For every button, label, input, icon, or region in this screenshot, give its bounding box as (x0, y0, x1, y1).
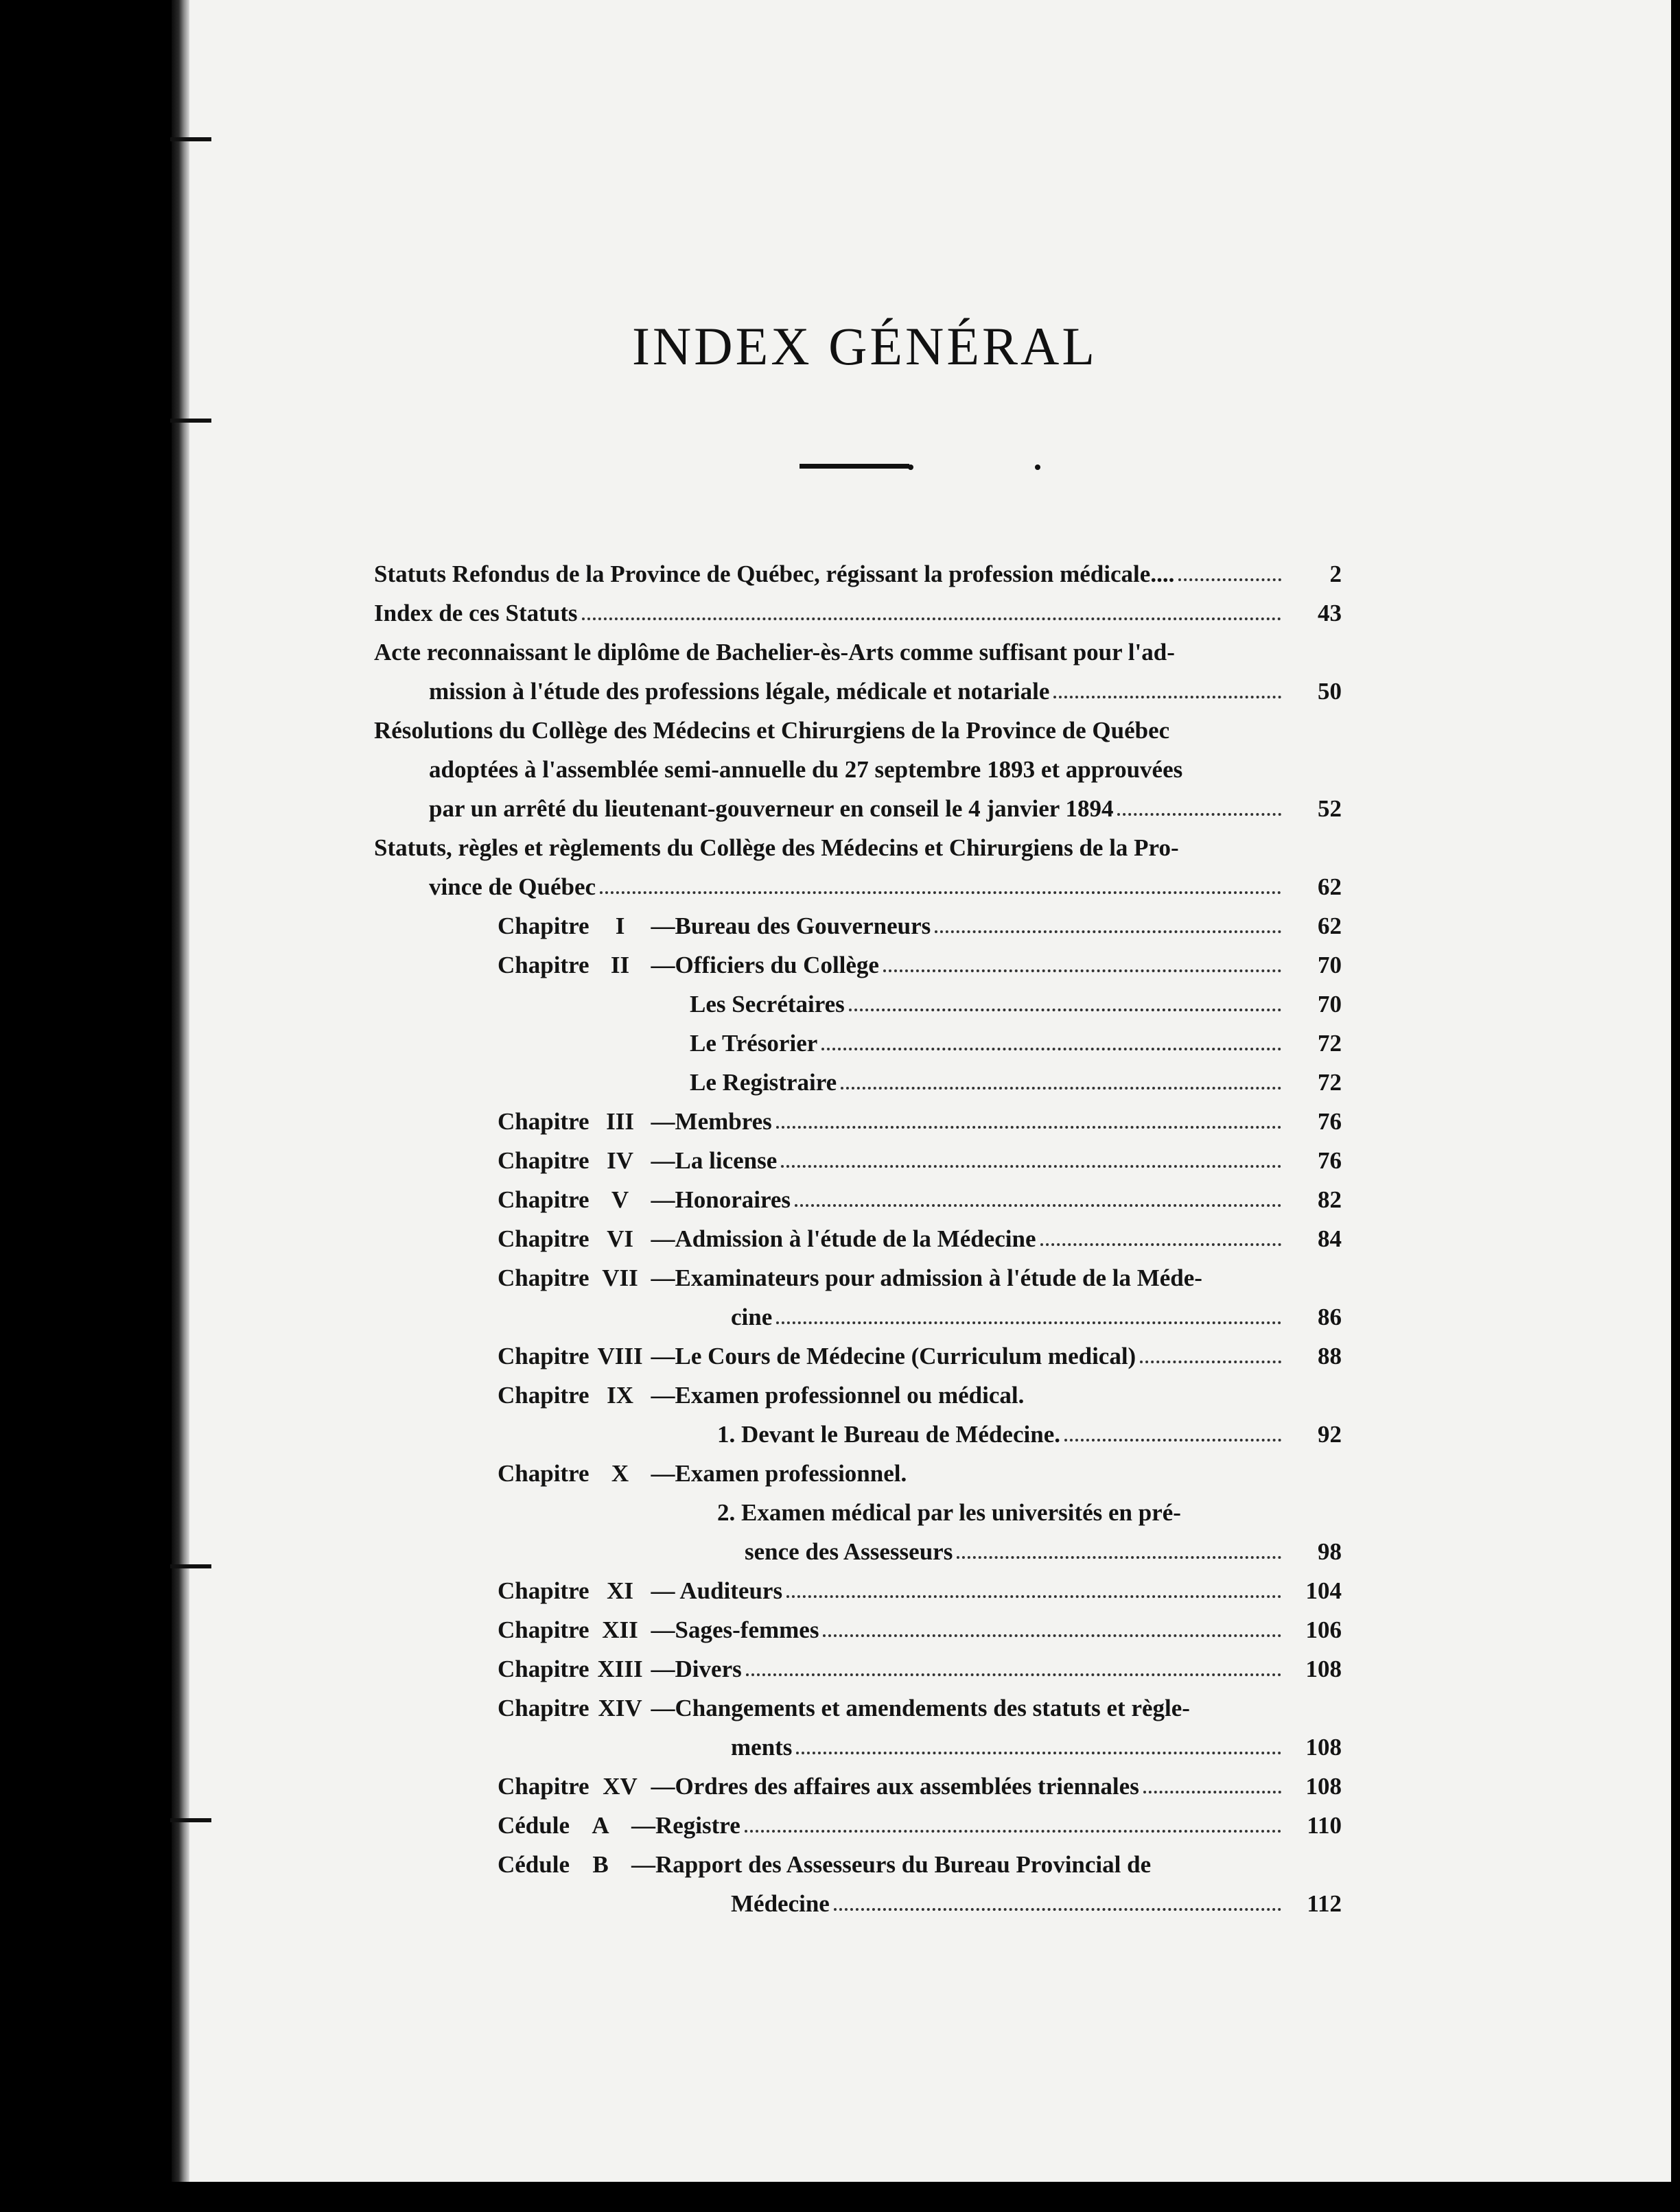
dot-leader (883, 969, 1281, 972)
rule-dot (1035, 464, 1040, 470)
index-entry-ch-9 (374, 1370, 1342, 1409)
entry-text: —Examen professionnel ou médical. (651, 1382, 1025, 1409)
binding-tick (170, 1818, 211, 1822)
entry-text: Résolutions du Collège des Médecins et Chirurgiens de la Province de Québec (374, 717, 1170, 744)
index-entry-ch-3 (374, 1096, 1342, 1136)
page-number: 52 (1318, 795, 1342, 822)
entry-text: par un arrêté du lieutenant-gouverneur en conseil le 4 janvier 1894 (429, 795, 1114, 822)
chapter-label: Chapitre (498, 952, 590, 978)
page-number: 112 (1307, 1890, 1342, 1917)
chapter-label: Cédule (498, 1851, 570, 1878)
page-number: 84 (1318, 1225, 1342, 1252)
entry-text: 2. Examen médical par les universités en pré- (717, 1499, 1181, 1526)
entry-text: Index de ces Statuts (374, 600, 578, 626)
entry-text: Les Secrétaires (690, 991, 845, 1017)
page-number: 92 (1318, 1421, 1342, 1448)
page-number: 108 (1305, 1773, 1342, 1800)
entry-text: —Changements et amendements des statuts et règle- (651, 1695, 1190, 1721)
title-rule (800, 464, 909, 469)
page-number: 98 (1318, 1538, 1342, 1565)
dot-leader (600, 891, 1281, 894)
page-title: INDEX GÉNÉRAL (631, 316, 1098, 376)
page-number: 76 (1318, 1147, 1342, 1174)
rule-dot (908, 464, 913, 470)
page-number: 82 (1318, 1186, 1342, 1213)
chapter-number: VII (602, 1264, 638, 1291)
index-list (374, 549, 1342, 1918)
dot-leader (1140, 1361, 1281, 1363)
chapter-number: XIV (598, 1695, 642, 1721)
page-number: 72 (1318, 1069, 1342, 1096)
page-number: 62 (1318, 873, 1342, 900)
entry-text: vince de Québec (429, 873, 596, 900)
page-number: 104 (1305, 1577, 1342, 1604)
entry-text: ments (731, 1734, 793, 1761)
index-entry-resolutions (374, 705, 1342, 744)
chapter-number: XIII (597, 1656, 643, 1682)
binding-tick (170, 419, 211, 423)
entry-text: —Ordres des affaires aux assemblées triennales (651, 1773, 1139, 1800)
index-entry-ch-7 (374, 1253, 1342, 1292)
entry-text: —Registre (631, 1812, 740, 1839)
chapter-number: VI (607, 1225, 633, 1252)
bottom-border (0, 2182, 1680, 2212)
index-entry-ch-15 (374, 1761, 1342, 1800)
index-entry-ch-8 (374, 1331, 1342, 1370)
index-entry-statuts-regles (374, 862, 1342, 901)
chapter-number: B (592, 1851, 609, 1878)
chapter-label: Chapitre (498, 1460, 590, 1487)
dot-leader (746, 1673, 1281, 1676)
chapter-number: IX (607, 1382, 633, 1409)
entry-text: —Rapport des Assesseurs du Bureau Provincial de (631, 1851, 1152, 1878)
index-entry-ced-b-cont (374, 1879, 1342, 1918)
dot-leader (1178, 578, 1281, 581)
dot-leader (935, 930, 1281, 933)
entry-text: — Auditeurs (651, 1577, 783, 1604)
index-entry-ced-b (374, 1839, 1342, 1879)
entry-text: Acte reconnaissant le diplôme de Bachelier-ès-Arts comme suffisant pour l'ad- (374, 639, 1175, 666)
dot-leader (821, 1048, 1281, 1050)
page-number: 2 (1329, 561, 1342, 587)
page-number: 72 (1318, 1030, 1342, 1057)
chapter-number: III (606, 1108, 634, 1135)
index-entry-statuts-regles (374, 823, 1342, 862)
page-number: 76 (1318, 1108, 1342, 1135)
index-entry-resolutions (374, 784, 1342, 823)
index-entry-ch-12 (374, 1605, 1342, 1644)
dot-leader (781, 1165, 1281, 1168)
entry-text: —Admission à l'étude de la Médecine (651, 1225, 1036, 1252)
dot-leader (1143, 1791, 1281, 1793)
entry-text: —La license (651, 1147, 778, 1174)
chapter-label: Chapitre (498, 1382, 590, 1409)
index-entry-statuts-refondus (374, 549, 1342, 588)
dot-leader (745, 1830, 1281, 1833)
entry-text: Le Registraire (690, 1069, 837, 1096)
index-entry-index-statuts (374, 588, 1342, 627)
entry-text: Statuts, règles et règlements du Collège des Médecins et Chirurgiens de la Pro- (374, 834, 1179, 861)
binding-tick (170, 1564, 211, 1568)
chapter-number: IV (607, 1147, 633, 1174)
dot-leader (957, 1556, 1281, 1559)
index-entry-resolutions (374, 744, 1342, 784)
page-number: 110 (1307, 1812, 1342, 1839)
chapter-label: Chapitre (498, 1577, 590, 1604)
chapter-number: X (611, 1460, 629, 1487)
index-entry-ch-4 (374, 1136, 1342, 1175)
index-entry-sub-10-2 (374, 1487, 1342, 1527)
page-number: 43 (1318, 600, 1342, 626)
entry-text: —Officiers du Collège (651, 952, 879, 978)
chapter-number: I (615, 913, 625, 939)
chapter-label: Chapitre (498, 1186, 590, 1213)
page-number: 50 (1318, 678, 1342, 705)
index-entry-sub-9-1 (374, 1409, 1342, 1448)
chapter-label: Cédule (498, 1812, 570, 1839)
entry-text: —Honoraires (651, 1186, 791, 1213)
chapter-number: XII (602, 1616, 638, 1643)
dot-leader (834, 1908, 1281, 1911)
chapter-number: V (611, 1186, 629, 1213)
dot-leader (582, 617, 1281, 620)
chapter-label: Chapitre (498, 913, 590, 939)
index-entry-ch-2 (374, 940, 1342, 979)
entry-text: —Membres (651, 1108, 772, 1135)
chapter-label: Chapitre (498, 1616, 590, 1643)
dot-leader (841, 1087, 1281, 1090)
page-number: 108 (1305, 1656, 1342, 1682)
index-entry-ch-14-cont (374, 1722, 1342, 1761)
chapter-label: Chapitre (498, 1773, 590, 1800)
index-entry-acte-bachelier (374, 666, 1342, 705)
chapter-label: Chapitre (498, 1695, 590, 1721)
chapter-label: Chapitre (498, 1656, 590, 1682)
page-number: 88 (1318, 1343, 1342, 1369)
chapter-label: Chapitre (498, 1147, 590, 1174)
entry-text: adoptées à l'assemblée semi-annuelle du 27 septembre 1893 et approuvées (429, 756, 1183, 783)
chapter-label: Chapitre (498, 1108, 590, 1135)
index-entry-ch-7-cont (374, 1292, 1342, 1331)
chapter-number: VIII (597, 1343, 643, 1369)
entry-text: —Bureau des Gouverneurs (651, 913, 931, 939)
index-entry-ced-a (374, 1800, 1342, 1839)
page-number: 70 (1318, 991, 1342, 1017)
index-entry-sub-registraire (374, 1057, 1342, 1096)
dot-leader (796, 1752, 1281, 1754)
page-number: 108 (1305, 1734, 1342, 1761)
binding-edge (172, 0, 189, 2182)
index-entry-sub-tresorier (374, 1018, 1342, 1057)
dot-leader (823, 1634, 1281, 1637)
chapter-number: XV (603, 1773, 638, 1800)
page-number: 62 (1318, 913, 1342, 939)
dot-leader (849, 1009, 1281, 1011)
dot-leader (1064, 1439, 1281, 1442)
chapter-label: Chapitre (498, 1343, 590, 1369)
index-entry-ch-5 (374, 1175, 1342, 1214)
index-entry-ch-10 (374, 1448, 1342, 1487)
index-entry-sub-10-2-cont (374, 1527, 1342, 1566)
index-entry-ch-6 (374, 1214, 1342, 1253)
entry-text: Le Trésorier (690, 1030, 818, 1057)
index-entry-ch-1 (374, 901, 1342, 940)
page-number: 70 (1318, 952, 1342, 978)
chapter-number: XI (607, 1577, 633, 1604)
index-entry-ch-14 (374, 1683, 1342, 1722)
entry-text: Médecine (731, 1890, 830, 1917)
entry-text: —Le Cours de Médecine (Curriculum medical) (651, 1343, 1136, 1369)
entry-text: —Sages-femmes (651, 1616, 819, 1643)
dot-leader (1117, 813, 1281, 816)
entry-text: —Divers (651, 1656, 742, 1682)
chapter-label: Chapitre (498, 1225, 590, 1252)
dot-leader (1040, 1243, 1282, 1246)
entry-text: —Examinateurs pour admission à l'étude de la Méde- (651, 1264, 1202, 1291)
entry-text: cine (731, 1304, 773, 1330)
page-number: 86 (1318, 1304, 1342, 1330)
index-entry-ch-11 (374, 1566, 1342, 1605)
dot-leader (1053, 696, 1281, 698)
dot-leader (776, 1126, 1281, 1129)
chapter-number: A (592, 1812, 609, 1839)
dot-leader (776, 1321, 1281, 1324)
index-entry-acte-bachelier (374, 627, 1342, 666)
entry-text: 1. Devant le Bureau de Médecine. (717, 1421, 1060, 1448)
entry-text: Statuts Refondus de la Province de Québec, régissant la profession médicale.... (374, 561, 1175, 587)
entry-text: —Examen professionnel. (651, 1460, 907, 1487)
chapter-number: II (610, 952, 630, 978)
dot-leader (786, 1595, 1281, 1598)
entry-text: mission à l'étude des professions légale, médicale et notariale (429, 678, 1050, 705)
binding-tick (170, 137, 211, 141)
index-entry-ch-13 (374, 1644, 1342, 1683)
entry-text: sence des Assesseurs (745, 1538, 953, 1565)
chapter-label: Chapitre (498, 1264, 590, 1291)
index-entry-sub-secretaires (374, 979, 1342, 1018)
dot-leader (795, 1204, 1281, 1207)
page-number: 106 (1305, 1616, 1342, 1643)
